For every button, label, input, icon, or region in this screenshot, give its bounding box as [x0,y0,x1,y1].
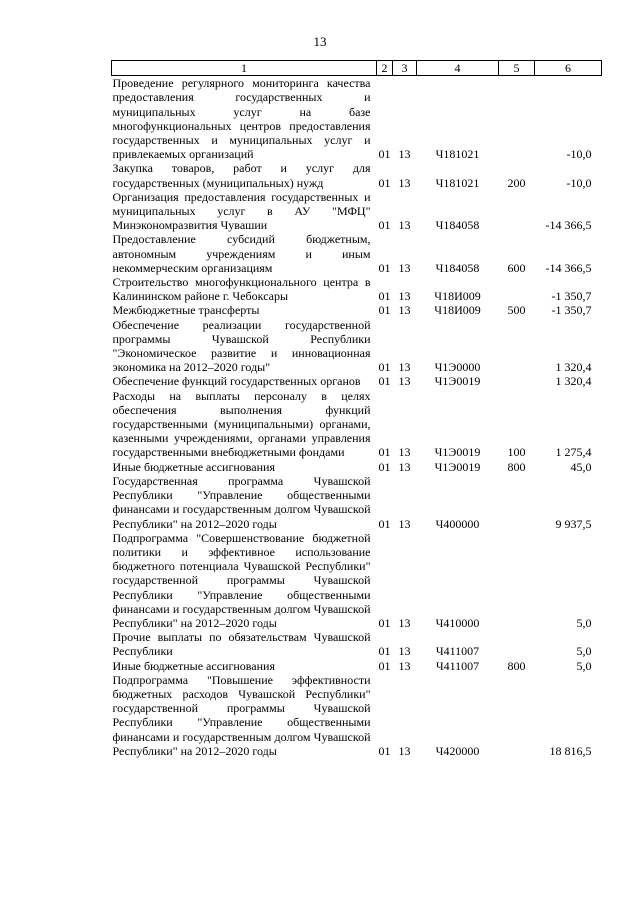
row-amount: 1 275,4 [555,445,592,460]
row-expense-type [499,318,535,375]
table-row [112,318,602,375]
table-row [112,531,602,630]
row-amount: -10,0 [566,147,592,162]
row-subsection: 13 [398,175,411,190]
header-row [112,61,602,76]
row-name: Организация предоставления государственных и муниципальных услуг в АУ "МФЦ" Минэкономразвития Чувашии [112,189,371,233]
row-name: Межбюджетные трансферты [112,303,260,318]
row-expense-type: 100 [507,445,526,460]
row-target-article: Ч18И009 [434,303,481,318]
row-subsection: 13 [398,360,411,375]
row-section: 01 [378,644,391,659]
row-subsection: 13 [398,658,411,673]
row-target-article: Ч1Э0000 [434,360,481,375]
row-section: 01 [378,445,391,460]
row-amount: 1 320,4 [555,360,592,375]
row-target-article: Ч18И009 [434,289,481,304]
row-name: Иные бюджетные ассигнования [112,459,275,474]
row-expense-type: 500 [507,303,526,318]
row-target-article: Ч1Э0019 [434,445,481,460]
row-section: 01 [378,147,391,162]
row-name: Обеспечение функций государственных органов [112,374,361,389]
row-expense-type [499,673,535,758]
row-target-article: Ч184058 [435,218,480,233]
row-amount: 1 320,4 [555,374,592,389]
row-expense-type [499,374,535,388]
row-expense-type [499,76,535,162]
row-name: Подпрограмма "Совершенствование бюджетной политики и эффективное использование бюджетного потенциала Чувашской Республики" государственной программы Чувашской Республики "Управление общественными финансами и государственным долгом Чувашской Республики" на 2012–2020 годы [112,530,371,630]
row-section: 01 [378,289,391,304]
row-subsection: 13 [398,260,411,275]
row-subsection: 13 [398,218,411,233]
row-subsection: 13 [398,615,411,630]
table-row [112,673,602,758]
row-section: 01 [378,615,391,630]
row-amount: -14 366,5 [545,260,592,275]
row-section: 01 [378,658,391,673]
table-row [112,232,602,275]
row-section: 01 [378,175,391,190]
row-target-article: Ч181021 [435,147,480,162]
row-name: Подпрограмма "Повышение эффективности бюджетных расходов Чувашской Республики" государственной программы Чувашской Республики "Управление общественными финансами и государственным долгом Чувашской Республики" на 2012–2020 годы [112,672,371,758]
table-row [112,460,602,474]
column-header-name: 1 [112,61,377,76]
row-amount: 5,0 [576,658,592,673]
row-amount: -10,0 [566,175,592,190]
column-header-section: 2 [377,61,393,76]
row-name: Предоставление субсидий бюджетным, автономным учреждениям и иным некоммерческим организациям [112,232,371,275]
row-amount: -1 350,7 [551,303,592,318]
column-header-target-article: 4 [417,61,499,76]
table-row [112,303,602,317]
row-target-article: Ч1Э0019 [434,459,481,474]
row-expense-type: 200 [507,175,526,190]
table-row [112,630,602,658]
row-target-article: Ч420000 [435,743,480,758]
row-subsection: 13 [398,374,411,389]
row-expense-type [499,190,535,233]
row-subsection: 13 [398,289,411,304]
table-row [112,474,602,531]
row-subsection: 13 [398,459,411,474]
row-target-article: Ч181021 [435,175,480,190]
row-section: 01 [378,260,391,275]
row-target-article: Ч411007 [435,658,480,673]
row-expense-type [499,474,535,531]
row-section: 01 [378,374,391,389]
row-name: Прочие выплаты по обязательствам Чувашской Республики [112,630,371,659]
table-row [112,190,602,233]
table-row [112,275,602,303]
row-target-article: Ч400000 [435,516,480,531]
row-subsection: 13 [398,445,411,460]
row-section: 01 [378,218,391,233]
row-section: 01 [378,360,391,375]
budget-table [111,60,602,758]
column-header-amount: 6 [535,61,602,76]
row-amount: 9 937,5 [555,516,592,531]
row-subsection: 13 [398,644,411,659]
column-header-subsection: 3 [393,61,417,76]
row-target-article: Ч411007 [435,644,480,659]
row-amount: -14 366,5 [545,218,592,233]
page-number: 13 [313,34,327,49]
row-name: Расходы на выплаты персоналу в целях обеспечения выполнения функций государственными (муниципальными) органами, казенными учреждениями, органами управления государственными внебюджетными фондами [112,388,371,460]
row-expense-type [499,531,535,630]
table-row [112,389,602,460]
table-row [112,161,602,189]
row-target-article: Ч410000 [435,615,480,630]
row-target-article: Ч184058 [435,260,480,275]
column-header-expense-type: 5 [499,61,535,76]
row-expense-type: 600 [507,260,526,275]
row-section: 01 [378,303,391,318]
row-section: 01 [378,516,391,531]
row-amount: 18 816,5 [549,743,592,758]
row-subsection: 13 [398,147,411,162]
row-amount: 5,0 [576,615,592,630]
row-subsection: 13 [398,303,411,318]
table-row [112,374,602,388]
row-name: Иные бюджетные ассигнования [112,658,275,673]
row-subsection: 13 [398,743,411,758]
row-section: 01 [378,743,391,758]
table-row [112,76,602,162]
row-section: 01 [378,459,391,474]
row-expense-type: 800 [507,459,526,474]
row-amount: -1 350,7 [551,289,592,304]
row-name: Закупка товаров, работ и услуг для государственных (муниципальных) нужд [112,161,371,190]
row-name: Строительство многофункционального центра в Калининском районе г. Чебоксары [112,275,371,304]
row-name: Обеспечение реализации государственной программы Чувашской Республики "Экономическое развитие и инновационная экономика на 2012–2020 годы" [112,317,371,375]
row-name: Государственная программа Чувашской Республики "Управление общественными финансами и государственным долгом Чувашской Республики" на 2012–2020 годы [112,473,371,531]
row-subsection: 13 [398,516,411,531]
row-amount: 5,0 [576,644,592,659]
table-row [112,659,602,673]
row-expense-type [499,275,535,303]
row-expense-type: 800 [507,658,526,673]
row-target-article: Ч1Э0019 [434,374,481,389]
row-name: Проведение регулярного мониторинга качества предоставления государственных и муниципальных услуг на базе многофункциональных центров предоставления государственных и муниципальных услуг и привлекаемых организаций [112,76,371,162]
row-amount: 45,0 [570,459,592,474]
row-expense-type [499,630,535,658]
